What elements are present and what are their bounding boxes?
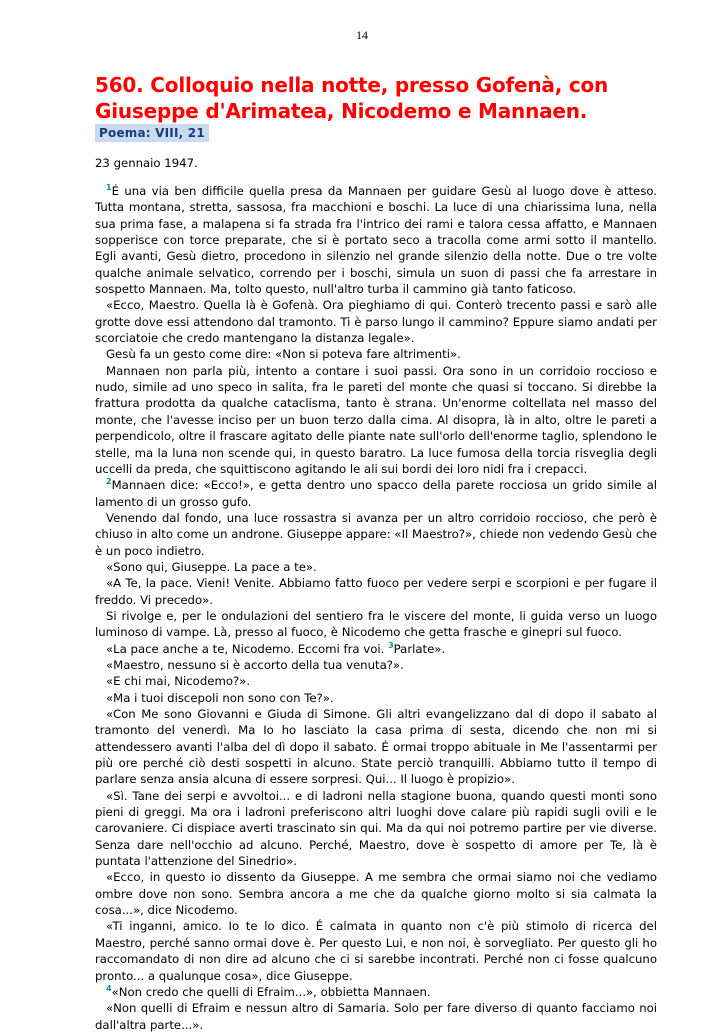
paragraph <box>95 477 657 510</box>
paragraph <box>95 673 657 689</box>
chapter-date: 23 gennaio 1947. <box>95 156 198 170</box>
paragraph-text: «Ti inganni, amico. Io te lo dico. É calmata in quanto non c'è più stimolo di ricerca del Maestro, perché sanno ormai dove è. Per questo Lui, e non noi, è sorvegliato. Per questo gli ho raccomandato di non dire ad alcuno che ci si sarebbe incontrati. Perché non ci fosse qualcuno pronto... a qualunque cosa», dice Giuseppe. <box>95 919 657 983</box>
chapter-body <box>95 183 657 1033</box>
paragraph <box>95 575 657 608</box>
paragraph <box>95 1000 657 1033</box>
paragraph <box>95 657 657 673</box>
page-number: 14 <box>356 28 368 42</box>
paragraph-text: «Maestro, nessuno si è accorto della tua venuta?». <box>106 657 404 672</box>
paragraph <box>95 608 657 641</box>
paragraph-text: «A Te, la pace. Vieni! Venite. Abbiamo fatto fuoco per vedere serpi e scorpioni e per fugare il freddo. Vi precedo». <box>95 576 657 607</box>
paragraph-text: «Sì. Tane dei serpi e avvoltoi... e di ladroni nella stagione buona, quando questi monti sono pieni di greggi. Ma ora i ladroni preferiscono altri luoghi dove calare più rapidi sugli ovili e le carovaniere. Ci dispiace averti trascinato sin qui. Ma da qui noi potremo partire per vie diverse. Senza dare nell'occhio ad alcuno. Perché, Maestro, dove è sospetto di amore per Te, là è puntata l'attenzione del Sinedrio». <box>95 788 657 869</box>
paragraph <box>95 346 657 362</box>
paragraph <box>95 559 657 575</box>
paragraph <box>95 706 657 788</box>
verse-reference-number[interactable]: 4 <box>106 983 112 993</box>
paragraph-text: «E chi mai, Nicodemo?». <box>106 674 251 689</box>
paragraph-text: «Ma i tuoi discepoli non sono con Te?». <box>106 690 334 705</box>
paragraph-text: «Non quelli di Efraim e nessun altro di Samaria. Solo per fare diverso di quanto facciamo noi dall'altra parte...». <box>95 1001 657 1032</box>
paragraph-text: Gesù fa un gesto come dire: «Non si poteva fare altrimenti». <box>106 347 461 362</box>
paragraph-text: Si rivolge e, per le ondulazioni del sentiero fra le viscere del monte, li guida verso un luogo luminoso di vampe. Là, presso al fuoco, è Nicodemo che getta frasche e ginepri sul fuoco. <box>95 608 657 640</box>
paragraph <box>95 984 657 1000</box>
poema-reference-badge[interactable]: Poema: VIII, 21 <box>95 124 209 142</box>
paragraph <box>95 183 657 297</box>
paragraph <box>95 690 657 706</box>
paragraph-text: «Ecco, in questo io dissento da Giuseppe. A me sembra che ormai siamo noi che vediamo ombre dove non sono. Sembra ancora a me che da qualche giorno molto si sia calmata la cosa...», dice Nicodemo. <box>95 870 657 918</box>
paragraph <box>95 297 657 346</box>
paragraph-text: Mannaen dice: «Ecco!», e getta dentro uno spacco della parete rocciosa un grido simile al lamento di un grosso gufo. <box>95 478 657 509</box>
chapter-title: 560. Colloquio nella notte, presso Gofenà, con Giuseppe d'Arimatea, Nicodemo e Mannaen. <box>95 73 609 123</box>
paragraph <box>95 788 657 870</box>
paragraph-text: «Ecco, Maestro. Quella là è Gofenà. Ora pieghiamo di qui. Conterò trecento passi e sarò alle grotte dove essi attendono dal tramonto. Ti è parso lungo il cammino? Eppure siamo andati per scorciatoie che credo mantengano la distanza legale». <box>95 298 657 346</box>
paragraph-text: Parlate». <box>393 641 446 656</box>
paragraph-text: «Con Me sono Giovanni e Giuda di Simone. Gli altri evangelizzano dal di dopo il sabato al tramonto del venerdì. Ma Io ho lasciato la casa prima di sesta, dicendo che non mi si attendessero avanti l'alba del dì dopo il sabato. É ormai troppo abituale in Me l'assentarmi per più ore perché ciò desti sospetti in alcuno. State perciò tranquilli. Abbiamo tutto il tempo di parlare senza ansia alcuna di essere sorpresi. Qui... Il luogo è propizio». <box>95 707 657 787</box>
verse-reference-number[interactable]: 3 <box>388 640 394 650</box>
paragraph-text: Mannaen non parla più, intento a contare i suoi passi. Ora sono in un corridoio roccioso e nudo, simile ad uno speco in salita, fra le pareti del monte che quasi si toccano. Si direbbe la frattura prodotta da qualche cataclisma, tanto è strana. Un'enorme coltellata nel masso del monte, che l'avesse inciso per un buon terzo dalla cima. Al disopra, là in alto, oltre le pareti a perpendicolo, oltre il frascare agitato delle piante nate sull'orlo dell'enorme taglio, splendono le stelle, ma la luna non scende qui, in questo baratro. La luce fumosa della torcia risveglia degli uccelli da preda, che squittiscono agitando le ali sui bordi dei loro nidi fra i crepacci. <box>95 363 657 476</box>
paragraph-text: É una via ben difficile quella presa da Mannaen per guidare Gesù al luogo dove è atteso. Tutta montana, stretta, sassosa, fra macchioni e boschi. La luce di una chiarissima luna, nella sua prima fase, a malapena si fa strada fra l'intrico dei rami e talora cessa affatto, e Mannaen sopperisce con torce preparate, che si è portato seco a tracolla come armi sotto il mantello. Egli avanti, Gesù dietro, procedono in silenzio nel grande silenzio della notte. Due o tre volte qualche animale selvatico, correndo per i boschi, simula un suon di passi che fa arrestare in sospetto Mannaen. Ma, tolto questo, null'altro turba il cammino già tanto faticoso. <box>95 184 657 297</box>
paragraph <box>95 918 657 983</box>
paragraph <box>95 641 657 657</box>
paragraph <box>95 510 657 559</box>
verse-reference-number[interactable]: 2 <box>106 477 112 487</box>
verse-reference-number[interactable]: 1 <box>106 183 112 193</box>
paragraph-text: «Sono qui, Giuseppe. La pace a te». <box>106 559 317 574</box>
paragraph-text: «Non credo che quelli di Efraim...», obbietta Mannaen. <box>111 984 431 999</box>
paragraph-text: Venendo dal fondo, una luce rossastra si avanza per un altro corridoio roccioso, che però è chiuso in alto come un androne. Giuseppe appare: «Il Maestro?», chiede non vedendo Gesù che è un poco indietro. <box>95 510 657 558</box>
paragraph-text: «La pace anche a te, Nicodemo. Eccomi fra voi. <box>106 641 389 656</box>
paragraph <box>95 363 657 477</box>
paragraph <box>95 869 657 918</box>
